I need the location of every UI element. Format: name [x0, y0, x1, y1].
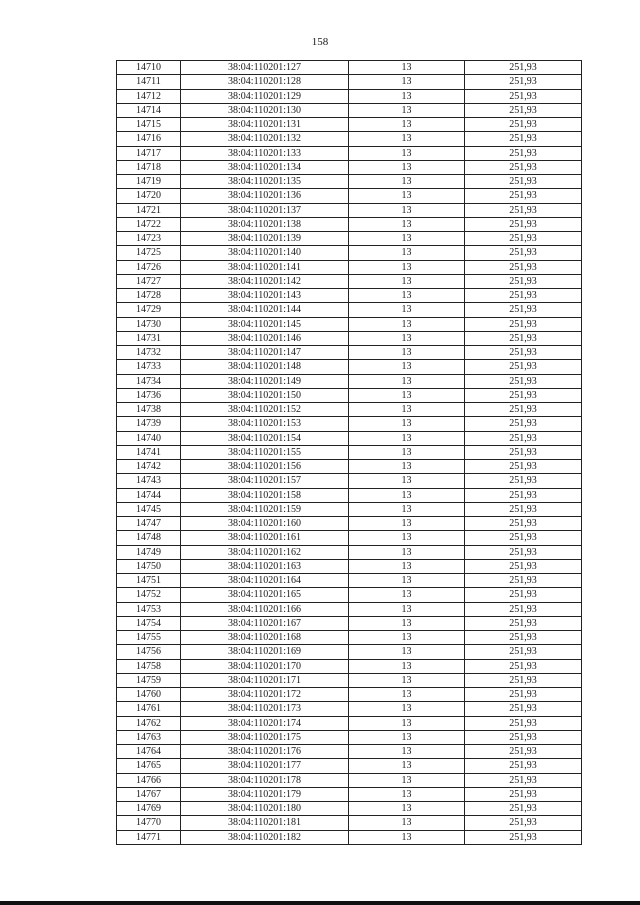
cadastral-number-cell: 38:04:110201:179	[181, 787, 349, 801]
cadastral-number-cell: 38:04:110201:137	[181, 203, 349, 217]
record-number-cell: 14770	[117, 816, 181, 830]
count-cell: 13	[349, 460, 465, 474]
count-cell: 13	[349, 75, 465, 89]
amount-cell: 251,93	[465, 89, 582, 103]
amount-cell: 251,93	[465, 830, 582, 844]
record-number-cell: 14760	[117, 688, 181, 702]
amount-cell: 251,93	[465, 460, 582, 474]
table-row	[117, 659, 582, 673]
amount-cell: 251,93	[465, 360, 582, 374]
amount-cell: 251,93	[465, 616, 582, 630]
record-number-cell: 14725	[117, 246, 181, 260]
record-number-cell: 14755	[117, 631, 181, 645]
cadastral-number-cell: 38:04:110201:158	[181, 488, 349, 502]
cadastral-number-cell: 38:04:110201:136	[181, 189, 349, 203]
record-number-cell: 14721	[117, 203, 181, 217]
count-cell: 13	[349, 759, 465, 773]
table-row	[117, 559, 582, 573]
cadastral-number-cell: 38:04:110201:133	[181, 146, 349, 160]
cadastral-number-cell: 38:04:110201:132	[181, 132, 349, 146]
record-number-cell: 14715	[117, 118, 181, 132]
cadastral-number-cell: 38:04:110201:144	[181, 303, 349, 317]
table-row	[117, 274, 582, 288]
amount-cell: 251,93	[465, 816, 582, 830]
table-row	[117, 331, 582, 345]
table-row	[117, 787, 582, 801]
cadastral-number-cell: 38:04:110201:130	[181, 103, 349, 117]
record-number-cell: 14717	[117, 146, 181, 160]
cadastral-number-cell: 38:04:110201:150	[181, 388, 349, 402]
cadastral-number-cell: 38:04:110201:175	[181, 730, 349, 744]
count-cell: 13	[349, 118, 465, 132]
table-row	[117, 488, 582, 502]
table-row	[117, 160, 582, 174]
table-row	[117, 360, 582, 374]
count-cell: 13	[349, 403, 465, 417]
cadastral-number-cell: 38:04:110201:129	[181, 89, 349, 103]
cadastral-number-cell: 38:04:110201:177	[181, 759, 349, 773]
cadastral-number-cell: 38:04:110201:164	[181, 574, 349, 588]
amount-cell: 251,93	[465, 61, 582, 75]
amount-cell: 251,93	[465, 203, 582, 217]
count-cell: 13	[349, 132, 465, 146]
amount-cell: 251,93	[465, 488, 582, 502]
count-cell: 13	[349, 160, 465, 174]
amount-cell: 251,93	[465, 474, 582, 488]
cadastral-number-cell: 38:04:110201:139	[181, 232, 349, 246]
amount-cell: 251,93	[465, 103, 582, 117]
amount-cell: 251,93	[465, 574, 582, 588]
table-row	[117, 445, 582, 459]
amount-cell: 251,93	[465, 588, 582, 602]
count-cell: 13	[349, 545, 465, 559]
amount-cell: 251,93	[465, 645, 582, 659]
amount-cell: 251,93	[465, 289, 582, 303]
amount-cell: 251,93	[465, 274, 582, 288]
count-cell: 13	[349, 588, 465, 602]
table-row	[117, 303, 582, 317]
count-cell: 13	[349, 417, 465, 431]
amount-cell: 251,93	[465, 445, 582, 459]
cadastral-number-cell: 38:04:110201:147	[181, 346, 349, 360]
amount-cell: 251,93	[465, 745, 582, 759]
amount-cell: 251,93	[465, 659, 582, 673]
cadastral-number-cell: 38:04:110201:160	[181, 517, 349, 531]
count-cell: 13	[349, 802, 465, 816]
cadastral-number-cell: 38:04:110201:171	[181, 673, 349, 687]
cadastral-number-cell: 38:04:110201:152	[181, 403, 349, 417]
record-number-cell: 14729	[117, 303, 181, 317]
table-row	[117, 616, 582, 630]
table-row	[117, 759, 582, 773]
record-number-cell: 14726	[117, 260, 181, 274]
table-row	[117, 75, 582, 89]
cadastral-number-cell: 38:04:110201:141	[181, 260, 349, 274]
count-cell: 13	[349, 374, 465, 388]
amount-cell: 251,93	[465, 388, 582, 402]
record-number-cell: 14759	[117, 673, 181, 687]
record-number-cell: 14738	[117, 403, 181, 417]
amount-cell: 251,93	[465, 759, 582, 773]
cadastral-number-cell: 38:04:110201:176	[181, 745, 349, 759]
record-number-cell: 14718	[117, 160, 181, 174]
amount-cell: 251,93	[465, 175, 582, 189]
count-cell: 13	[349, 388, 465, 402]
cadastral-number-cell: 38:04:110201:131	[181, 118, 349, 132]
count-cell: 13	[349, 146, 465, 160]
record-number-cell: 14740	[117, 431, 181, 445]
amount-cell: 251,93	[465, 160, 582, 174]
table-row	[117, 246, 582, 260]
table-row	[117, 474, 582, 488]
cadastral-number-cell: 38:04:110201:169	[181, 645, 349, 659]
amount-cell: 251,93	[465, 317, 582, 331]
table-row	[117, 502, 582, 516]
table-row	[117, 745, 582, 759]
amount-cell: 251,93	[465, 702, 582, 716]
table-row	[117, 61, 582, 75]
table-row	[117, 531, 582, 545]
count-cell: 13	[349, 830, 465, 844]
count-cell: 13	[349, 502, 465, 516]
cadastral-number-cell: 38:04:110201:165	[181, 588, 349, 602]
record-number-cell: 14744	[117, 488, 181, 502]
amount-cell: 251,93	[465, 631, 582, 645]
count-cell: 13	[349, 716, 465, 730]
amount-cell: 251,93	[465, 802, 582, 816]
amount-cell: 251,93	[465, 602, 582, 616]
amount-cell: 251,93	[465, 417, 582, 431]
record-number-cell: 14727	[117, 274, 181, 288]
record-number-cell: 14764	[117, 745, 181, 759]
table-row	[117, 103, 582, 117]
amount-cell: 251,93	[465, 303, 582, 317]
cadastral-number-cell: 38:04:110201:170	[181, 659, 349, 673]
cadastral-number-cell: 38:04:110201:168	[181, 631, 349, 645]
cadastral-number-cell: 38:04:110201:127	[181, 61, 349, 75]
table-row	[117, 631, 582, 645]
amount-cell: 251,93	[465, 217, 582, 231]
count-cell: 13	[349, 474, 465, 488]
record-number-cell: 14728	[117, 289, 181, 303]
amount-cell: 251,93	[465, 688, 582, 702]
record-number-cell: 14747	[117, 517, 181, 531]
table-row	[117, 232, 582, 246]
table-row	[117, 374, 582, 388]
cadastral-number-cell: 38:04:110201:157	[181, 474, 349, 488]
record-number-cell: 14767	[117, 787, 181, 801]
cadastral-number-cell: 38:04:110201:156	[181, 460, 349, 474]
record-number-cell: 14723	[117, 232, 181, 246]
record-number-cell: 14745	[117, 502, 181, 516]
cadastral-number-cell: 38:04:110201:172	[181, 688, 349, 702]
amount-cell: 251,93	[465, 531, 582, 545]
record-number-cell: 14731	[117, 331, 181, 345]
cadastral-number-cell: 38:04:110201:178	[181, 773, 349, 787]
cadastral-number-cell: 38:04:110201:148	[181, 360, 349, 374]
table-row	[117, 716, 582, 730]
table-row	[117, 388, 582, 402]
cadastral-number-cell: 38:04:110201:173	[181, 702, 349, 716]
record-number-cell: 14736	[117, 388, 181, 402]
amount-cell: 251,93	[465, 545, 582, 559]
amount-cell: 251,93	[465, 260, 582, 274]
amount-cell: 251,93	[465, 346, 582, 360]
count-cell: 13	[349, 531, 465, 545]
count-cell: 13	[349, 574, 465, 588]
record-number-cell: 14712	[117, 89, 181, 103]
count-cell: 13	[349, 61, 465, 75]
table-row	[117, 588, 582, 602]
record-number-cell: 14719	[117, 175, 181, 189]
amount-cell: 251,93	[465, 146, 582, 160]
cadastral-number-cell: 38:04:110201:167	[181, 616, 349, 630]
table-row	[117, 431, 582, 445]
table-row	[117, 816, 582, 830]
amount-cell: 251,93	[465, 403, 582, 417]
table-row	[117, 132, 582, 146]
amount-cell: 251,93	[465, 431, 582, 445]
count-cell: 13	[349, 787, 465, 801]
count-cell: 13	[349, 488, 465, 502]
cadastral-number-cell: 38:04:110201:166	[181, 602, 349, 616]
cadastral-number-cell: 38:04:110201:142	[181, 274, 349, 288]
record-number-cell: 14769	[117, 802, 181, 816]
table-row	[117, 702, 582, 716]
count-cell: 13	[349, 616, 465, 630]
record-number-cell: 14749	[117, 545, 181, 559]
amount-cell: 251,93	[465, 331, 582, 345]
cadastral-number-cell: 38:04:110201:145	[181, 317, 349, 331]
record-number-cell: 14732	[117, 346, 181, 360]
amount-cell: 251,93	[465, 75, 582, 89]
cadastral-number-cell: 38:04:110201:155	[181, 445, 349, 459]
record-number-cell: 14748	[117, 531, 181, 545]
count-cell: 13	[349, 445, 465, 459]
table-row	[117, 460, 582, 474]
cadastral-number-cell: 38:04:110201:181	[181, 816, 349, 830]
cadastral-number-cell: 38:04:110201:143	[181, 289, 349, 303]
record-number-cell: 14766	[117, 773, 181, 787]
count-cell: 13	[349, 688, 465, 702]
count-cell: 13	[349, 659, 465, 673]
record-number-cell: 14765	[117, 759, 181, 773]
cadastral-number-cell: 38:04:110201:153	[181, 417, 349, 431]
record-number-cell: 14733	[117, 360, 181, 374]
record-number-cell: 14771	[117, 830, 181, 844]
table-row	[117, 189, 582, 203]
table-row	[117, 830, 582, 844]
table-row	[117, 289, 582, 303]
record-number-cell: 14720	[117, 189, 181, 203]
cadastral-number-cell: 38:04:110201:134	[181, 160, 349, 174]
amount-cell: 251,93	[465, 787, 582, 801]
count-cell: 13	[349, 602, 465, 616]
record-number-cell: 14710	[117, 61, 181, 75]
amount-cell: 251,93	[465, 673, 582, 687]
record-number-cell: 14741	[117, 445, 181, 459]
record-number-cell: 14758	[117, 659, 181, 673]
table-row	[117, 517, 582, 531]
count-cell: 13	[349, 103, 465, 117]
table-row	[117, 203, 582, 217]
count-cell: 13	[349, 631, 465, 645]
table-row	[117, 417, 582, 431]
record-number-cell: 14751	[117, 574, 181, 588]
cadastral-number-cell: 38:04:110201:163	[181, 559, 349, 573]
table-row	[117, 317, 582, 331]
cadastral-table	[116, 60, 582, 845]
record-number-cell: 14711	[117, 75, 181, 89]
table-body	[117, 61, 582, 845]
table-row	[117, 730, 582, 744]
amount-cell: 251,93	[465, 232, 582, 246]
cadastral-number-cell: 38:04:110201:162	[181, 545, 349, 559]
record-number-cell: 14761	[117, 702, 181, 716]
table-row	[117, 403, 582, 417]
record-number-cell: 14743	[117, 474, 181, 488]
count-cell: 13	[349, 260, 465, 274]
table-row	[117, 346, 582, 360]
count-cell: 13	[349, 745, 465, 759]
count-cell: 13	[349, 346, 465, 360]
table-row	[117, 260, 582, 274]
cadastral-number-cell: 38:04:110201:135	[181, 175, 349, 189]
record-number-cell: 14752	[117, 588, 181, 602]
cadastral-number-cell: 38:04:110201:128	[181, 75, 349, 89]
table-row	[117, 217, 582, 231]
count-cell: 13	[349, 189, 465, 203]
amount-cell: 251,93	[465, 517, 582, 531]
table-row	[117, 175, 582, 189]
record-number-cell: 14756	[117, 645, 181, 659]
record-number-cell: 14754	[117, 616, 181, 630]
record-number-cell: 14763	[117, 730, 181, 744]
record-number-cell: 14750	[117, 559, 181, 573]
count-cell: 13	[349, 816, 465, 830]
count-cell: 13	[349, 317, 465, 331]
table-row	[117, 645, 582, 659]
count-cell: 13	[349, 289, 465, 303]
table-row	[117, 602, 582, 616]
record-number-cell: 14742	[117, 460, 181, 474]
record-number-cell: 14753	[117, 602, 181, 616]
record-number-cell: 14730	[117, 317, 181, 331]
table-row	[117, 688, 582, 702]
record-number-cell: 14722	[117, 217, 181, 231]
record-number-cell: 14739	[117, 417, 181, 431]
count-cell: 13	[349, 702, 465, 716]
page-bottom-edge	[0, 901, 640, 905]
amount-cell: 251,93	[465, 189, 582, 203]
count-cell: 13	[349, 559, 465, 573]
page-number: 158	[311, 36, 329, 48]
record-number-cell: 14734	[117, 374, 181, 388]
amount-cell: 251,93	[465, 132, 582, 146]
amount-cell: 251,93	[465, 374, 582, 388]
table-row	[117, 802, 582, 816]
amount-cell: 251,93	[465, 118, 582, 132]
record-number-cell: 14716	[117, 132, 181, 146]
cadastral-number-cell: 38:04:110201:140	[181, 246, 349, 260]
count-cell: 13	[349, 331, 465, 345]
amount-cell: 251,93	[465, 502, 582, 516]
table-row	[117, 89, 582, 103]
table-row	[117, 118, 582, 132]
amount-cell: 251,93	[465, 559, 582, 573]
count-cell: 13	[349, 203, 465, 217]
cadastral-number-cell: 38:04:110201:161	[181, 531, 349, 545]
count-cell: 13	[349, 360, 465, 374]
record-number-cell: 14762	[117, 716, 181, 730]
cadastral-number-cell: 38:04:110201:154	[181, 431, 349, 445]
amount-cell: 251,93	[465, 730, 582, 744]
count-cell: 13	[349, 175, 465, 189]
amount-cell: 251,93	[465, 773, 582, 787]
cadastral-number-cell: 38:04:110201:146	[181, 331, 349, 345]
count-cell: 13	[349, 645, 465, 659]
table-row	[117, 146, 582, 160]
cadastral-number-cell: 38:04:110201:149	[181, 374, 349, 388]
count-cell: 13	[349, 274, 465, 288]
amount-cell: 251,93	[465, 716, 582, 730]
count-cell: 13	[349, 89, 465, 103]
table-row	[117, 574, 582, 588]
cadastral-number-cell: 38:04:110201:182	[181, 830, 349, 844]
record-number-cell: 14714	[117, 103, 181, 117]
cadastral-number-cell: 38:04:110201:180	[181, 802, 349, 816]
table-row	[117, 773, 582, 787]
cadastral-number-cell: 38:04:110201:138	[181, 217, 349, 231]
cadastral-number-cell: 38:04:110201:159	[181, 502, 349, 516]
table-row	[117, 673, 582, 687]
table-row	[117, 545, 582, 559]
count-cell: 13	[349, 303, 465, 317]
count-cell: 13	[349, 431, 465, 445]
count-cell: 13	[349, 673, 465, 687]
count-cell: 13	[349, 232, 465, 246]
count-cell: 13	[349, 773, 465, 787]
cadastral-number-cell: 38:04:110201:174	[181, 716, 349, 730]
count-cell: 13	[349, 517, 465, 531]
amount-cell: 251,93	[465, 246, 582, 260]
count-cell: 13	[349, 217, 465, 231]
count-cell: 13	[349, 730, 465, 744]
count-cell: 13	[349, 246, 465, 260]
